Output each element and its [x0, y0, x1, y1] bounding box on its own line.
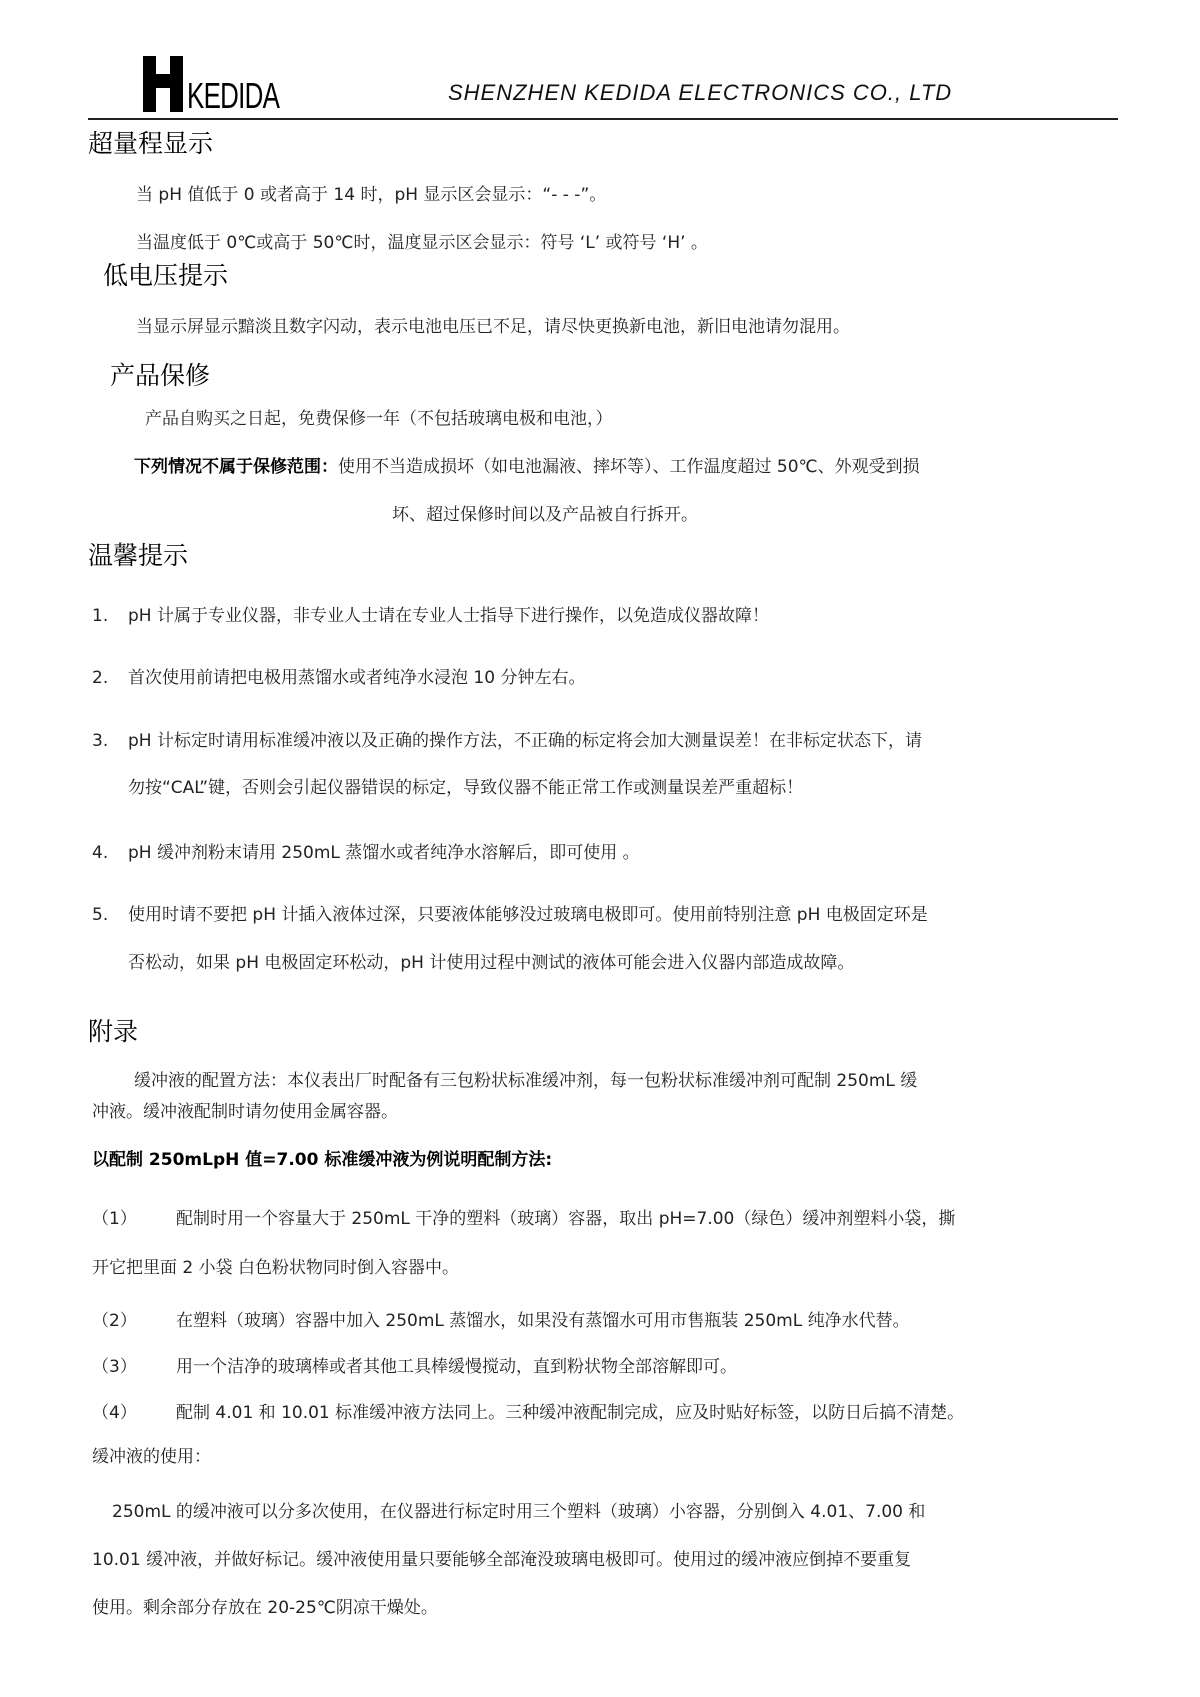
step-text: 在塑料（玻璃）容器中加入 250mL 蒸馏水，如果没有蒸馏水可用市售瓶装 250mL 纯净水代替。 [176, 1311, 910, 1331]
tip-number: 3. [92, 731, 109, 751]
appendix-step [92, 1352, 737, 1377]
appendix-example-heading [92, 1145, 552, 1170]
usage-line: 250mL 的缓冲液可以分多次使用，在仪器进行标定时用三个塑料（玻璃）小容器，分别倒入 4.01、7.00 和 [112, 1502, 926, 1522]
tip-item [92, 838, 640, 863]
tip-text: 首次使用前请把电极用蒸馏水或者纯净水浸泡 10 分钟左右。 [128, 668, 586, 688]
section-title-low-voltage: 低电压提示 [103, 261, 229, 290]
tip-number: 1. [92, 606, 109, 626]
example-heading-text: 以配制 250mLpH 值=7.00 标准缓冲液为例说明配制方法: [92, 1150, 553, 1170]
tip-number: 5. [92, 905, 109, 925]
section-title-tips: 温馨提示 [88, 541, 189, 570]
step-number: （2） [92, 1311, 137, 1331]
step-number: （1） [92, 1209, 137, 1229]
warranty-exclusion-text: 使用不当造成损坏（如电池漏液、摔坏等）、工作温度超过 50℃、外观受到损 [338, 457, 920, 477]
section-title-overrange: 超量程显示 [88, 129, 214, 158]
logo-k-mark-icon [143, 56, 183, 112]
tip-text-cont: 勿按“CAL”键，否则会引起仪器错误的标定，导致仪器不能正常工作或测量误差严重超标！ [128, 778, 804, 798]
appendix-step [92, 1204, 955, 1229]
tip-text: 使用时请不要把 pH 计插入液体过深，只要液体能够没过玻璃电极即可。使用前特别注意 pH 电极固定环是 [128, 905, 928, 925]
step-text: 用一个洁净的玻璃棒或者其他工具棒缓慢搅动，直到粉状物全部溶解即可。 [176, 1357, 737, 1377]
kedida-logo [143, 56, 313, 116]
tip-item [92, 726, 922, 751]
appendix-intro-cont: 冲液。缓冲液配制时请勿使用金属容器。 [92, 1102, 398, 1122]
step-text-cont: 开它把里面 2 小袋 白色粉状物同时倒入容器中。 [92, 1258, 460, 1278]
usage-line: 10.01 缓冲液，并做好标记。缓冲液使用量只要能够全部淹没玻璃电极即可。使用过的缓冲液应倒掉不要重复 [92, 1550, 912, 1570]
section-title-warranty: 产品保修 [110, 361, 211, 390]
warranty-exclusion-cont: 坏、超过保修时间以及产品被自行拆开。 [392, 505, 698, 525]
tip-item [92, 900, 928, 925]
tip-item [92, 663, 585, 688]
warranty-exclusion [134, 452, 920, 477]
tip-text: pH 缓冲剂粉末请用 250mL 蒸馏水或者纯净水溶解后，即可使用 。 [128, 843, 640, 863]
tip-number: 2. [92, 668, 109, 688]
appendix-intro: 缓冲液的配置方法：本仪表出厂时配备有三包粉状标准缓冲剂，每一包粉状标准缓冲剂可配制 250mL 缓 [134, 1071, 918, 1091]
step-text: 配制时用一个容量大于 250mL 干净的塑料（玻璃）容器，取出 pH=7.00（绿色）缓冲剂塑料小袋，撕 [176, 1209, 956, 1229]
usage-label: 缓冲液的使用： [92, 1447, 211, 1467]
section-title-appendix: 附录 [88, 1017, 139, 1046]
tip-item [92, 601, 769, 626]
appendix-step [92, 1398, 964, 1423]
warranty-exclusion-label: 下列情况不属于保修范围： [134, 457, 338, 477]
step-number: （3） [92, 1357, 137, 1377]
warranty-line: 产品自购买之日起，免费保修一年（不包括玻璃电极和电池，） [145, 409, 613, 429]
low-voltage-line: 当显示屏显示黯淡且数字闪动，表示电池电压已不足，请尽快更换新电池，新旧电池请勿混用。 [136, 317, 850, 337]
tip-text-cont: 否松动，如果 pH 电极固定环松动，pH 计使用过程中测试的液体可能会进入仪器内部造成故障。 [128, 953, 855, 973]
company-name: SHENZHEN KEDIDA ELECTRONICS CO., LTD [448, 80, 953, 105]
overrange-line-ph: 当 pH 值低于 0 或者高于 14 时，pH 显示区会显示：“- - -”。 [136, 185, 607, 205]
tip-number: 4. [92, 843, 109, 863]
step-text: 配制 4.01 和 10.01 标准缓冲液方法同上。三种缓冲液配制完成，应及时贴好标签，以防日后搞不清楚。 [176, 1403, 965, 1423]
header-divider [88, 118, 1118, 120]
appendix-step [92, 1306, 910, 1331]
step-number: （4） [92, 1403, 137, 1423]
logo-text: KEDIDA [187, 75, 280, 116]
overrange-line-temp: 当温度低于 0℃或高于 50℃时，温度显示区会显示：符号 ‘L’ 或符号 ‘H’ 。 [136, 233, 708, 253]
tip-text: pH 计标定时请用标准缓冲液以及正确的操作方法，不正确的标定将会加大测量误差！在非标定状态下，请 [128, 731, 922, 751]
tip-text: pH 计属于专业仪器，非专业人士请在专业人士指导下进行操作，以免造成仪器故障！ [128, 606, 769, 626]
usage-line: 使用。剩余部分存放在 20-25℃阴凉干燥处。 [92, 1598, 438, 1618]
